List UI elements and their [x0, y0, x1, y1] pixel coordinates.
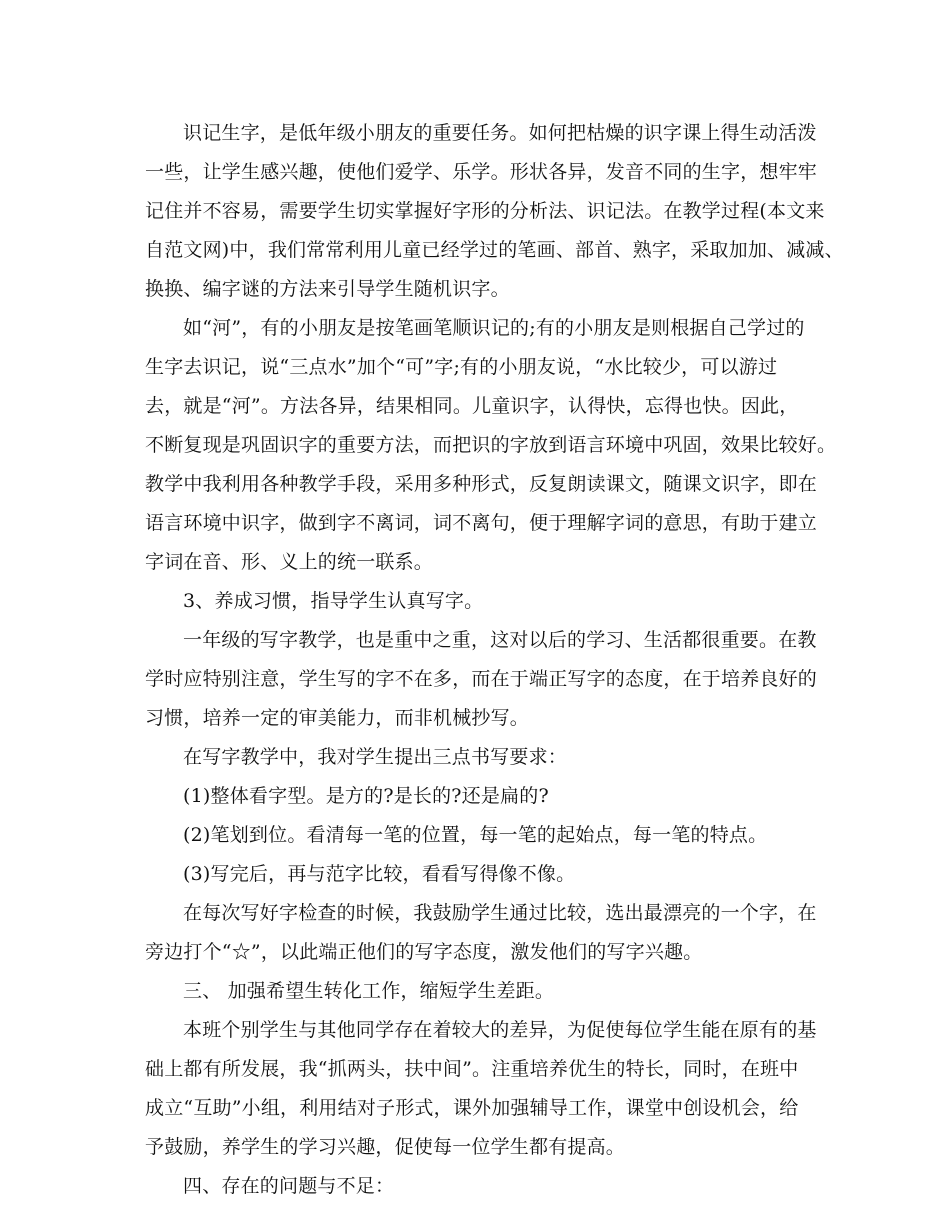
text-line: 本班个别学生与其他同学存在着较大的差异，为促使每位学生能在原有的基 — [183, 1019, 817, 1041]
text-line: 成立“互助”小组，利用结对子形式，课外加强辅导工作，课堂中创设机会，给 — [145, 1097, 799, 1119]
text-line: 记住并不容易，需要学生切实掌握好字形的分析法、识记法。在教学过程(本文来 — [145, 200, 825, 222]
list-item: (3)写完后，再与范字比较，看看写得像不像。 — [183, 863, 576, 885]
text-line: 去，就是“河”。方法各异，结果相同。儿童识字，认得快，忘得也快。因此， — [145, 395, 799, 417]
text-line: 础上都有所发展，我“抓两头，扶中间”。注重培养优生的特长，同时，在班中 — [145, 1058, 799, 1080]
text-line: 换换、编字谜的方法来引导学生随机识字。 — [145, 278, 510, 300]
text-line: 识记生字，是低年级小朋友的重要任务。如何把枯燥的识字课上得生动活泼 — [183, 122, 817, 144]
text-line: 学时应特别注意，学生写的字不在多，而在于端正写字的态度，在于培养良好的 — [145, 668, 818, 690]
text-line: 一年级的写字教学，也是重中之重，这对以后的学习、生活都很重要。在教 — [183, 629, 817, 651]
text-line: 在每次写好字检查的时候，我鼓励学生通过比较，选出最漂亮的一个字，在 — [183, 902, 817, 924]
text-line: 教学中我利用各种教学手段，采用多种形式，反复朗读课文，随课文识字，即在 — [145, 473, 818, 495]
text-line: 语言环境中识字，做到字不离词，词不离句，便于理解字词的意思，有助于建立 — [145, 512, 818, 534]
text-line: 旁边打个“☆”，以此端正他们的写字态度，激发他们的写字兴趣。 — [145, 941, 703, 963]
text-line: 不断复现是巩固识字的重要方法，而把识的字放到语言环境中巩固，效果比较好。 — [145, 434, 837, 456]
list-item: (1)整体看字型。是方的?是长的?还是扁的? — [183, 785, 549, 807]
text-line: 字词在音、形、义上的统一联系。 — [145, 551, 434, 573]
text-line: 习惯，培养一定的审美能力，而非机械抄写。 — [145, 707, 530, 729]
text-line: 如“河”，有的小朋友是按笔画笔顺识记的;有的小朋友是则根据自己学过的 — [183, 317, 805, 339]
list-item: (2)笔划到位。看清每一笔的位置，每一笔的起始点，每一笔的特点。 — [183, 824, 768, 846]
section-heading: 三、 加强希望生转化工作，缩短学生差距。 — [183, 980, 555, 1002]
text-line: 一些，让学生感兴趣，使他们爱学、乐学。形状各异，发音不同的生字，想牢牢 — [145, 161, 818, 183]
text-line: 予鼓励，养学生的学习兴趣，促使每一位学生都有提高。 — [145, 1136, 626, 1158]
text-line: 生字去识记，说“三点水”加个“可”字;有的小朋友说，“水比较少，可以游过 — [145, 356, 778, 378]
section-heading: 3、养成习惯，指导学生认真写字。 — [183, 590, 484, 612]
text-line: 自范文网)中，我们常常利用儿童已经学过的笔画、部首、熟字，采取加加、减减、 — [145, 239, 844, 261]
text-line: 在写字教学中，我对学生提出三点书写要求： — [183, 746, 568, 768]
section-heading: 四、存在的问题与不足： — [183, 1175, 395, 1197]
